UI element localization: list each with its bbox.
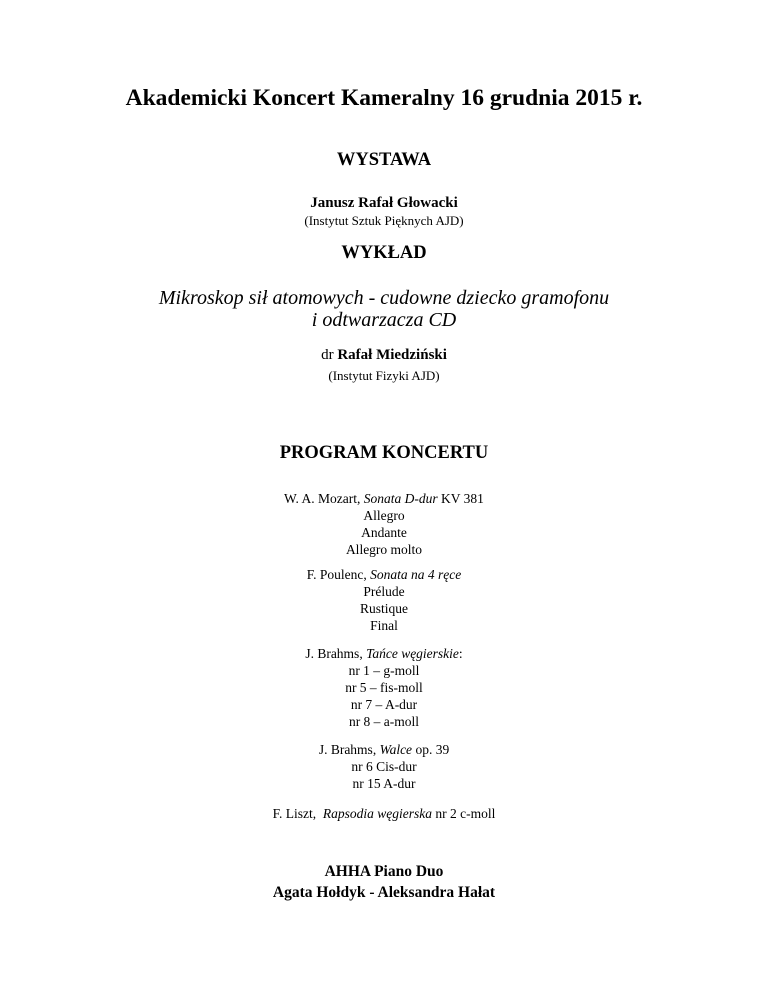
piece-header: [0, 566, 768, 583]
piece-work: Sonata na 4 ręce: [370, 567, 462, 582]
performers-members: Agata Hołdyk - Aleksandra Hałat: [272, 884, 496, 901]
piece-movement: nr 1 – g-moll: [348, 663, 420, 678]
lecturer-institution: (Instytut Fizyki AJD): [328, 368, 440, 383]
piece-suffix: :: [458, 646, 463, 661]
program-heading: PROGRAM KONCERTU: [279, 443, 489, 463]
piece-header: [0, 805, 768, 822]
piece-work: Rapsodia węgierska: [322, 806, 433, 821]
lecture-heading: WYKŁAD: [341, 243, 427, 263]
piece-movement: Rustique: [359, 601, 408, 616]
piece-composer: W. A. Mozart,: [284, 491, 364, 506]
piece-composer: F. Liszt,: [272, 806, 323, 821]
piece-movement: nr 8 – a-moll: [348, 714, 420, 729]
piece-movement: Andante: [361, 525, 407, 540]
piece-suffix: nr 2 c-moll: [432, 806, 496, 821]
lecture-title-line-2: i odtwarzacza CD: [311, 309, 457, 331]
piece-composer: F. Poulenc,: [306, 567, 371, 582]
piece-suffix: op. 39: [412, 742, 450, 757]
program-piece-mozart: [0, 490, 768, 558]
performers-ensemble: AHHA Piano Duo: [324, 863, 444, 880]
piece-movement: nr 7 – A-dur: [350, 697, 418, 712]
piece-movement: Final: [370, 618, 398, 633]
piece-work: Sonata D-dur: [363, 491, 438, 506]
piece-movement: nr 6 Cis-dur: [351, 759, 417, 774]
piece-composer: J. Brahms,: [318, 742, 380, 757]
program-piece-brahms-dances: [0, 645, 768, 730]
piece-movement: Allegro: [363, 508, 405, 523]
lecture-title-line-1: Mikroskop sił atomowych - cudowne dziecko gramofonu: [158, 287, 610, 309]
piece-movement: nr 5 – fis-moll: [345, 680, 423, 695]
program-piece-poulenc: [0, 566, 768, 634]
piece-composer: J. Brahms,: [305, 646, 367, 661]
exhibition-artist: Janusz Rafał Głowacki: [310, 195, 458, 211]
piece-header: [0, 490, 768, 507]
document-title: Akademicki Koncert Kameralny 16 grudnia 2015 r.: [125, 85, 643, 111]
piece-suffix: KV 381: [437, 491, 484, 506]
piece-movement: Prélude: [363, 584, 405, 599]
exhibition-heading: WYSTAWA: [336, 150, 432, 170]
exhibition-institution: (Instytut Sztuk Pięknych AJD): [304, 213, 464, 228]
piece-header: [0, 645, 768, 662]
lecturer-prefix: dr: [321, 347, 338, 363]
lecturer-name: Rafał Miedziński: [337, 347, 447, 363]
piece-work: Tańce węgierskie: [366, 646, 459, 661]
piece-movement: nr 15 A-dur: [352, 776, 416, 791]
piece-movement: Allegro molto: [345, 542, 423, 557]
piece-work: Walce: [379, 742, 413, 757]
lecturer: [0, 348, 768, 363]
program-piece-brahms-waltzes: [0, 741, 768, 792]
piece-header: [0, 741, 768, 758]
program-piece-liszt: [0, 805, 768, 822]
